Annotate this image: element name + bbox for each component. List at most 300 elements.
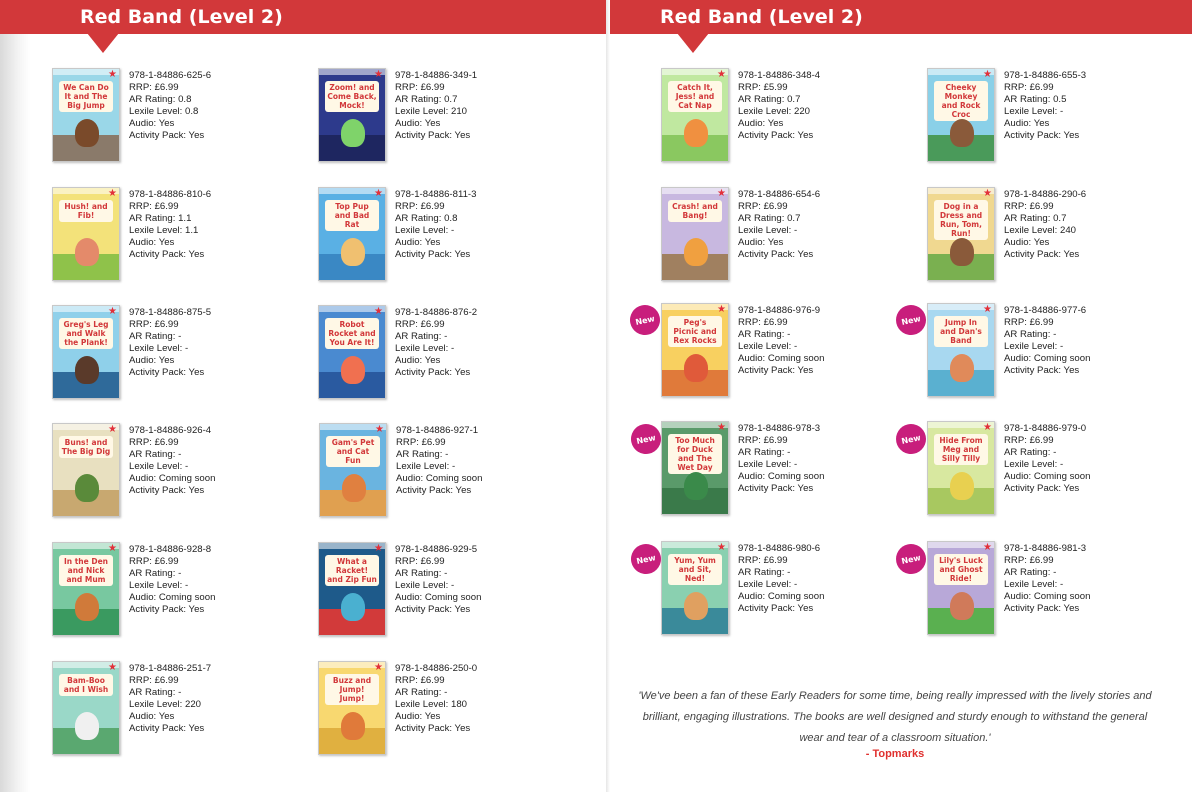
- activity-pack-label: Activity Pack:: [395, 723, 453, 735]
- audio-label: Audio:: [738, 237, 766, 249]
- ar-rating-value: -: [178, 687, 182, 699]
- book-cover[interactable]: [927, 187, 995, 281]
- activity-pack-value: Yes: [1063, 483, 1080, 495]
- lexile-value: 1.1: [185, 225, 199, 237]
- book-cover[interactable]: [318, 542, 386, 636]
- book-cover[interactable]: [661, 187, 729, 281]
- book-cover[interactable]: [661, 68, 729, 162]
- lexile-line: [738, 579, 824, 591]
- audio-value: Coming soon: [424, 592, 482, 604]
- ar-rating-line: [1004, 94, 1086, 106]
- audio-label: Audio:: [1004, 118, 1032, 130]
- star-icon: ★: [717, 304, 726, 315]
- lexile-label: Lexile Level:: [738, 225, 792, 237]
- cover-character-art: [684, 472, 708, 500]
- lexile-value: -: [451, 343, 455, 355]
- activity-pack-value: Yes: [797, 365, 814, 377]
- cover-character-art: [950, 238, 974, 266]
- rrp-value: £6.99: [763, 435, 788, 447]
- star-icon: ★: [374, 543, 383, 554]
- rrp-line: [129, 675, 211, 687]
- lexile-label: Lexile Level:: [738, 579, 792, 591]
- lexile-label: Lexile Level:: [1004, 579, 1058, 591]
- isbn: 978-1-84886-810-6: [129, 189, 212, 200]
- audio-line: [1004, 118, 1086, 130]
- activity-pack-value: Yes: [797, 483, 814, 495]
- activity-pack-label: Activity Pack:: [738, 130, 796, 142]
- ar-rating-line: [396, 449, 482, 461]
- book-cover[interactable]: [318, 68, 386, 162]
- isbn: 978-1-84886-811-3: [395, 189, 477, 200]
- activity-pack-line: [738, 130, 820, 142]
- isbn: 978-1-84886-250-0: [395, 663, 478, 674]
- lexile-value: -: [794, 225, 798, 237]
- cover-character-art: [684, 592, 708, 620]
- cover-character-art: [950, 472, 974, 500]
- activity-pack-label: Activity Pack:: [395, 130, 453, 142]
- activity-pack-line: [1004, 483, 1090, 495]
- book-entry: [52, 68, 302, 168]
- lexile-line: [395, 106, 477, 118]
- lexile-line: [738, 341, 824, 353]
- rrp-label: RRP:: [395, 201, 418, 213]
- audio-label: Audio:: [129, 473, 157, 485]
- rrp-label: RRP:: [129, 675, 152, 687]
- cover-title: Cheeky Monkey and Rock Croc: [934, 81, 988, 121]
- audio-value: Coming soon: [767, 471, 825, 483]
- lexile-line: [395, 343, 477, 355]
- audio-label: Audio:: [129, 355, 157, 367]
- rrp-value: £6.99: [154, 201, 179, 213]
- book-cover[interactable]: [318, 661, 386, 755]
- activity-pack-line: [129, 723, 211, 735]
- lexile-line: [1004, 225, 1086, 237]
- rrp-value: £6.99: [763, 555, 788, 567]
- ar-rating-value: -: [787, 567, 791, 579]
- cover-title: Buzz and Jump! Jump!: [325, 674, 379, 705]
- book-cover[interactable]: [927, 68, 995, 162]
- book-cover[interactable]: [52, 68, 120, 162]
- book-entry: [319, 423, 569, 523]
- book-cover[interactable]: [927, 541, 995, 635]
- isbn: 978-1-84886-976-9: [738, 305, 821, 316]
- rrp-value: £6.99: [1029, 82, 1054, 94]
- book-entry: [318, 187, 568, 287]
- new-badge: New: [628, 421, 664, 457]
- cover-character-art: [342, 474, 366, 502]
- rrp-value: £5.99: [763, 82, 788, 94]
- isbn: 978-1-84886-979-0: [1004, 423, 1087, 434]
- ar-rating-line: [395, 568, 481, 580]
- ar-rating-label: AR Rating:: [395, 94, 442, 106]
- audio-value: Yes: [158, 118, 175, 130]
- star-icon: ★: [374, 662, 383, 673]
- audio-line: [129, 592, 215, 604]
- ar-rating-value: 0.8: [178, 94, 192, 106]
- audio-value: Coming soon: [1033, 591, 1091, 603]
- lexile-label: Lexile Level:: [1004, 459, 1058, 471]
- activity-pack-line: [738, 365, 824, 377]
- activity-pack-label: Activity Pack:: [738, 603, 796, 615]
- activity-pack-label: Activity Pack:: [738, 249, 796, 261]
- audio-line: [129, 237, 211, 249]
- ar-rating-line: [738, 567, 824, 579]
- new-badge: New: [628, 541, 664, 577]
- activity-pack-value: Yes: [188, 604, 205, 616]
- ar-rating-value: -: [444, 331, 448, 343]
- rrp-label: RRP:: [395, 82, 418, 94]
- audio-value: Coming soon: [425, 473, 483, 485]
- audio-value: Yes: [424, 118, 441, 130]
- activity-pack-value: Yes: [188, 367, 205, 379]
- right-band-title: Red Band (Level 2): [660, 6, 863, 28]
- rrp-label: RRP:: [738, 201, 761, 213]
- book-cover[interactable]: [319, 423, 387, 517]
- activity-pack-line: [395, 604, 481, 616]
- lexile-label: Lexile Level:: [129, 461, 183, 473]
- ar-rating-label: AR Rating:: [1004, 567, 1051, 579]
- ar-rating-label: AR Rating:: [129, 94, 176, 106]
- lexile-label: Lexile Level:: [738, 341, 792, 353]
- isbn: 978-1-84886-654-6: [738, 189, 821, 200]
- cover-title: Buns! and The Big Dig: [59, 436, 113, 458]
- lexile-value: -: [452, 461, 456, 473]
- book-entry: [318, 542, 568, 642]
- book-cover[interactable]: [52, 423, 120, 517]
- lexile-line: [129, 699, 211, 711]
- audio-line: [395, 711, 477, 723]
- lexile-value: 240: [1060, 225, 1077, 237]
- ar-rating-label: AR Rating:: [738, 329, 785, 341]
- ar-rating-line: [1004, 329, 1090, 341]
- audio-line: [129, 473, 215, 485]
- cover-character-art: [75, 474, 99, 502]
- lexile-value: -: [1060, 459, 1064, 471]
- activity-pack-line: [1004, 249, 1086, 261]
- activity-pack-line: [395, 367, 477, 379]
- review-source: - Topmarks: [865, 748, 925, 760]
- book-cover[interactable]: [661, 303, 729, 397]
- cover-title: Greg's Leg and Walk the Plank!: [59, 318, 113, 349]
- lexile-line: [738, 459, 824, 471]
- ar-rating-label: AR Rating:: [1004, 329, 1051, 341]
- activity-pack-line: [1004, 603, 1090, 615]
- rrp-value: £6.99: [154, 556, 179, 568]
- ar-rating-line: [129, 213, 211, 225]
- lexile-label: Lexile Level:: [395, 106, 449, 118]
- rrp-label: RRP:: [738, 435, 761, 447]
- rrp-label: RRP:: [129, 437, 152, 449]
- audio-line: [1004, 353, 1090, 365]
- star-icon: ★: [717, 69, 726, 80]
- cover-title: Too Much for Duck and The Wet Day: [668, 434, 722, 474]
- book-details: [738, 70, 820, 143]
- rrp-line: [396, 437, 482, 449]
- star-icon: ★: [983, 422, 992, 433]
- star-icon: ★: [374, 306, 383, 317]
- book-cover[interactable]: [661, 421, 729, 515]
- audio-line: [395, 592, 481, 604]
- ar-rating-label: AR Rating:: [1004, 447, 1051, 459]
- isbn: 978-1-84886-876-2: [395, 307, 478, 318]
- isbn: 978-1-84886-980-6: [738, 543, 821, 554]
- audio-label: Audio:: [1004, 353, 1032, 365]
- audio-value: Coming soon: [1033, 353, 1091, 365]
- book-cover[interactable]: [661, 541, 729, 635]
- cover-character-art: [75, 712, 99, 740]
- cover-title: Gam's Pet and Cat Fun: [326, 436, 380, 467]
- ar-rating-value: -: [445, 449, 449, 461]
- cover-character-art: [75, 119, 99, 147]
- star-icon: ★: [375, 424, 384, 435]
- left-band-pointer: [87, 33, 119, 53]
- activity-pack-value: Yes: [454, 723, 471, 735]
- cover-title: Bam-Boo and I Wish: [59, 674, 113, 696]
- lexile-line: [129, 461, 215, 473]
- audio-value: Coming soon: [1033, 471, 1091, 483]
- lexile-value: 210: [451, 106, 468, 118]
- ar-rating-label: AR Rating:: [395, 331, 442, 343]
- book-details: [395, 189, 476, 262]
- audio-line: [395, 118, 477, 130]
- rrp-line: [395, 556, 481, 568]
- star-icon: ★: [374, 188, 383, 199]
- ar-rating-value: 1.1: [178, 213, 192, 225]
- rrp-line: [129, 82, 211, 94]
- activity-pack-line: [395, 249, 476, 261]
- book-cover[interactable]: [927, 303, 995, 397]
- activity-pack-label: Activity Pack:: [1004, 483, 1062, 495]
- activity-pack-value: Yes: [1063, 249, 1080, 261]
- rrp-value: £6.99: [763, 317, 788, 329]
- isbn: 978-1-84886-926-4: [129, 425, 212, 436]
- rrp-value: £6.99: [1029, 555, 1054, 567]
- audio-line: [395, 237, 476, 249]
- isbn: 978-1-84886-981-3: [1004, 543, 1087, 554]
- ar-rating-line: [129, 449, 215, 461]
- audio-label: Audio:: [395, 711, 423, 723]
- isbn: 978-1-84886-625-6: [129, 70, 212, 81]
- lexile-value: 0.8: [185, 106, 199, 118]
- ar-rating-line: [738, 447, 824, 459]
- lexile-value: -: [794, 341, 798, 353]
- audio-line: [1004, 591, 1090, 603]
- rrp-label: RRP:: [738, 82, 761, 94]
- activity-pack-value: Yes: [454, 604, 471, 616]
- activity-pack-line: [395, 130, 477, 142]
- new-badge: New: [893, 421, 929, 457]
- rrp-label: RRP:: [1004, 201, 1027, 213]
- book-entry: [52, 542, 302, 642]
- lexile-line: [738, 225, 820, 237]
- rrp-line: [129, 556, 215, 568]
- book-details: [1004, 70, 1086, 143]
- book-details: [129, 663, 211, 736]
- book-entry: [927, 68, 1177, 168]
- activity-pack-label: Activity Pack:: [129, 367, 187, 379]
- activity-pack-label: Activity Pack:: [129, 485, 187, 497]
- ar-rating-label: AR Rating:: [129, 449, 176, 461]
- isbn: 978-1-84886-875-5: [129, 307, 212, 318]
- rrp-line: [738, 317, 824, 329]
- audio-value: Coming soon: [767, 591, 825, 603]
- activity-pack-value: Yes: [188, 130, 205, 142]
- cover-title: Robot Rocket and You Are It!: [325, 318, 379, 349]
- book-cover[interactable]: [52, 187, 120, 281]
- ar-rating-line: [129, 94, 211, 106]
- cover-character-art: [341, 119, 365, 147]
- lexile-label: Lexile Level:: [395, 580, 449, 592]
- rrp-value: £6.99: [154, 319, 179, 331]
- ar-rating-line: [395, 94, 477, 106]
- audio-label: Audio:: [738, 118, 766, 130]
- book-details: [738, 305, 824, 378]
- page-spine: [606, 0, 610, 792]
- lexile-label: Lexile Level:: [1004, 341, 1058, 353]
- activity-pack-line: [738, 249, 820, 261]
- ar-rating-line: [129, 331, 211, 343]
- review-quote: 'We've been a fan of these Early Readers for some time, being really impressed with the lively stories and brilliant, engaging illustrations. The books are well designed and sturdy enough to withstand the general wear and tear of a classroom situation.': [638, 690, 1152, 744]
- audio-label: Audio:: [395, 237, 423, 249]
- activity-pack-line: [396, 485, 482, 497]
- cover-character-art: [950, 592, 974, 620]
- audio-value: Yes: [424, 355, 441, 367]
- book-details: [395, 307, 477, 380]
- book-cover[interactable]: [52, 661, 120, 755]
- book-cover[interactable]: [52, 542, 120, 636]
- ar-rating-value: 0.7: [787, 94, 801, 106]
- cover-character-art: [950, 119, 974, 147]
- activity-pack-value: Yes: [1063, 130, 1080, 142]
- book-details: [738, 189, 820, 262]
- book-cover[interactable]: [52, 305, 120, 399]
- new-badge: New: [627, 302, 663, 338]
- activity-pack-line: [395, 723, 477, 735]
- cover-character-art: [341, 712, 365, 740]
- rrp-label: RRP:: [395, 319, 418, 331]
- audio-label: Audio:: [129, 118, 157, 130]
- isbn: 978-1-84886-348-4: [738, 70, 821, 81]
- book-entry: [52, 661, 302, 761]
- lexile-label: Lexile Level:: [738, 459, 792, 471]
- lexile-value: 220: [185, 699, 202, 711]
- cover-title: Jump In and Dan's Band: [934, 316, 988, 347]
- right-band-pointer: [677, 33, 709, 53]
- book-cover[interactable]: [318, 305, 386, 399]
- activity-pack-label: Activity Pack:: [395, 367, 453, 379]
- cover-title: Zoom! and Come Back, Mock!: [325, 81, 379, 112]
- ar-rating-value: 0.7: [787, 213, 801, 225]
- ar-rating-value: -: [444, 568, 448, 580]
- rrp-line: [1004, 435, 1090, 447]
- rrp-value: £6.99: [154, 437, 179, 449]
- cover-character-art: [75, 238, 99, 266]
- lexile-line: [1004, 459, 1090, 471]
- audio-label: Audio:: [396, 473, 424, 485]
- lexile-line: [1004, 341, 1090, 353]
- book-entry: [661, 68, 911, 168]
- book-entry: [318, 661, 568, 761]
- audio-value: Yes: [158, 355, 175, 367]
- rrp-line: [1004, 201, 1086, 213]
- audio-line: [738, 237, 820, 249]
- book-cover[interactable]: [318, 187, 386, 281]
- isbn: 978-1-84886-655-3: [1004, 70, 1087, 81]
- rrp-line: [395, 201, 476, 213]
- isbn: 978-1-84886-290-6: [1004, 189, 1087, 200]
- activity-pack-value: Yes: [1063, 603, 1080, 615]
- rrp-line: [1004, 317, 1090, 329]
- activity-pack-label: Activity Pack:: [396, 485, 454, 497]
- rrp-label: RRP:: [1004, 82, 1027, 94]
- audio-label: Audio:: [395, 592, 423, 604]
- star-icon: ★: [717, 188, 726, 199]
- star-icon: ★: [108, 662, 117, 673]
- isbn: 978-1-84886-349-1: [395, 70, 478, 81]
- star-icon: ★: [108, 188, 117, 199]
- lexile-line: [396, 461, 482, 473]
- cover-title: In the Den and Nick and Mum: [59, 555, 113, 586]
- cover-character-art: [341, 356, 365, 384]
- book-entry: [318, 305, 568, 405]
- ar-rating-value: -: [1053, 567, 1057, 579]
- ar-rating-value: 0.7: [444, 94, 458, 106]
- activity-pack-label: Activity Pack:: [1004, 249, 1062, 261]
- lexile-label: Lexile Level:: [129, 699, 183, 711]
- ar-rating-value: -: [178, 331, 182, 343]
- rrp-line: [738, 435, 824, 447]
- rrp-value: £6.99: [420, 201, 445, 213]
- star-icon: ★: [983, 542, 992, 553]
- audio-label: Audio:: [395, 118, 423, 130]
- lexile-value: -: [1060, 106, 1064, 118]
- cover-title: Hide From Meg and Silly Tilly: [934, 434, 988, 465]
- book-details: [129, 544, 215, 617]
- audio-label: Audio:: [738, 591, 766, 603]
- ar-rating-label: AR Rating:: [1004, 213, 1051, 225]
- ar-rating-line: [1004, 447, 1090, 459]
- isbn: 978-1-84886-929-5: [395, 544, 478, 555]
- audio-line: [1004, 237, 1086, 249]
- ar-rating-value: 0.8: [444, 213, 458, 225]
- ar-rating-label: AR Rating:: [395, 687, 442, 699]
- book-cover[interactable]: [927, 421, 995, 515]
- lexile-value: -: [185, 461, 189, 473]
- book-entry: [318, 68, 568, 168]
- lexile-line: [129, 343, 211, 355]
- cover-character-art: [341, 593, 365, 621]
- ar-rating-label: AR Rating:: [396, 449, 443, 461]
- ar-rating-label: AR Rating:: [395, 568, 442, 580]
- cover-title: Top Pup and Bad Rat: [325, 200, 379, 231]
- rrp-line: [1004, 555, 1090, 567]
- audio-label: Audio:: [738, 353, 766, 365]
- lexile-value: -: [451, 580, 455, 592]
- ar-rating-label: AR Rating:: [129, 687, 176, 699]
- ar-rating-label: AR Rating:: [395, 213, 442, 225]
- rrp-label: RRP:: [1004, 317, 1027, 329]
- rrp-line: [395, 319, 477, 331]
- book-entry: [927, 187, 1177, 287]
- book-details: [129, 307, 211, 380]
- lexile-line: [738, 106, 820, 118]
- audio-value: Coming soon: [767, 353, 825, 365]
- rrp-label: RRP:: [738, 317, 761, 329]
- lexile-label: Lexile Level:: [129, 343, 183, 355]
- book-entry: [661, 541, 911, 641]
- activity-pack-line: [129, 130, 211, 142]
- lexile-line: [129, 225, 211, 237]
